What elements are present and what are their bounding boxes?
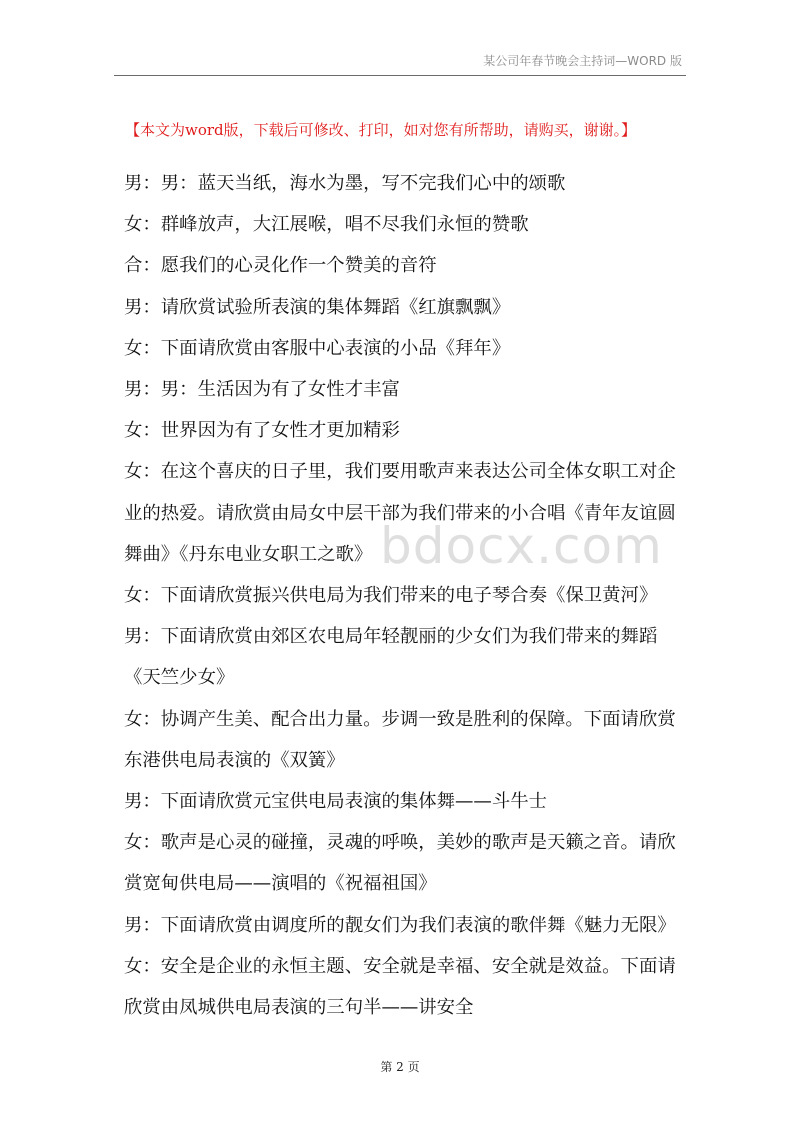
paragraph: 男：男：生活因为有了女性才丰富 (124, 379, 400, 401)
paragraph: 男：下面请欣赏元宝供电局表演的集体舞——斗牛士 (124, 791, 547, 813)
paragraph: 男：男：蓝天当纸，海水为墨，写不完我们心中的颂歌 (124, 173, 566, 194)
page-number: 第 2 页 (380, 1060, 420, 1074)
paragraph: 男：请欣赏试验所表演的集体舞蹈《红旗飘飘》 (124, 296, 511, 318)
paragraph: 女：歌声是心灵的碰撞，灵魂的呼唤，美妙的歌声是天籁之音。请欣赏宽甸供电局——演唱的《祝福祖国》 (124, 832, 676, 895)
paragraph: 男：下面请欣赏由郊区农电局年轻靓丽的少女们为我们带来的舞蹈《天竺少女》 (124, 626, 658, 689)
watermark: bdocx.com (380, 517, 663, 575)
paragraph: 女：下面请欣赏振兴供电局为我们带来的电子琴合奏《保卫黄河》 (124, 585, 658, 607)
paragraph: 男：下面请欣赏由调度所的靓女们为我们表演的歌伴舞《魅力无限》 (124, 914, 676, 936)
paragraph: 女：群峰放声，大江展喉，唱不尽我们永恒的赞歌 (124, 214, 529, 236)
paragraph: 女：安全是企业的永恒主题、安全就是幸福、安全就是效益。下面请欣赏由凤城供电局表演的三句半——讲安全 (124, 955, 676, 1019)
download-notice: 【本文为word版，下载后可修改、打印，如对您有所帮助，请购买，谢谢。】 (125, 121, 637, 139)
paragraph: 女：下面请欣赏由客服中心表演的小品《拜年》 (124, 337, 511, 359)
document-body (124, 163, 688, 1028)
header-divider (114, 75, 686, 76)
paragraph: 女：在这个喜庆的日子里，我们要用歌声来表达公司全体女职工对企业的热爱。请欣赏由局女中层干部为我们带来的小合唱《青年友谊圆舞曲》《丹东电业女职工之歌》 (124, 461, 676, 565)
paragraph: 合：愿我们的心灵化作一个赞美的音符 (124, 255, 437, 277)
paragraph: 女：世界因为有了女性才更加精彩 (124, 420, 400, 442)
paragraph: 女：协调产生美、配合出力量。步调一致是胜利的保障。下面请欣赏东港供电局表演的《双簧》 (124, 708, 676, 771)
running-header: 某公司年春节晚会主持词—WORD 版 (483, 54, 682, 68)
